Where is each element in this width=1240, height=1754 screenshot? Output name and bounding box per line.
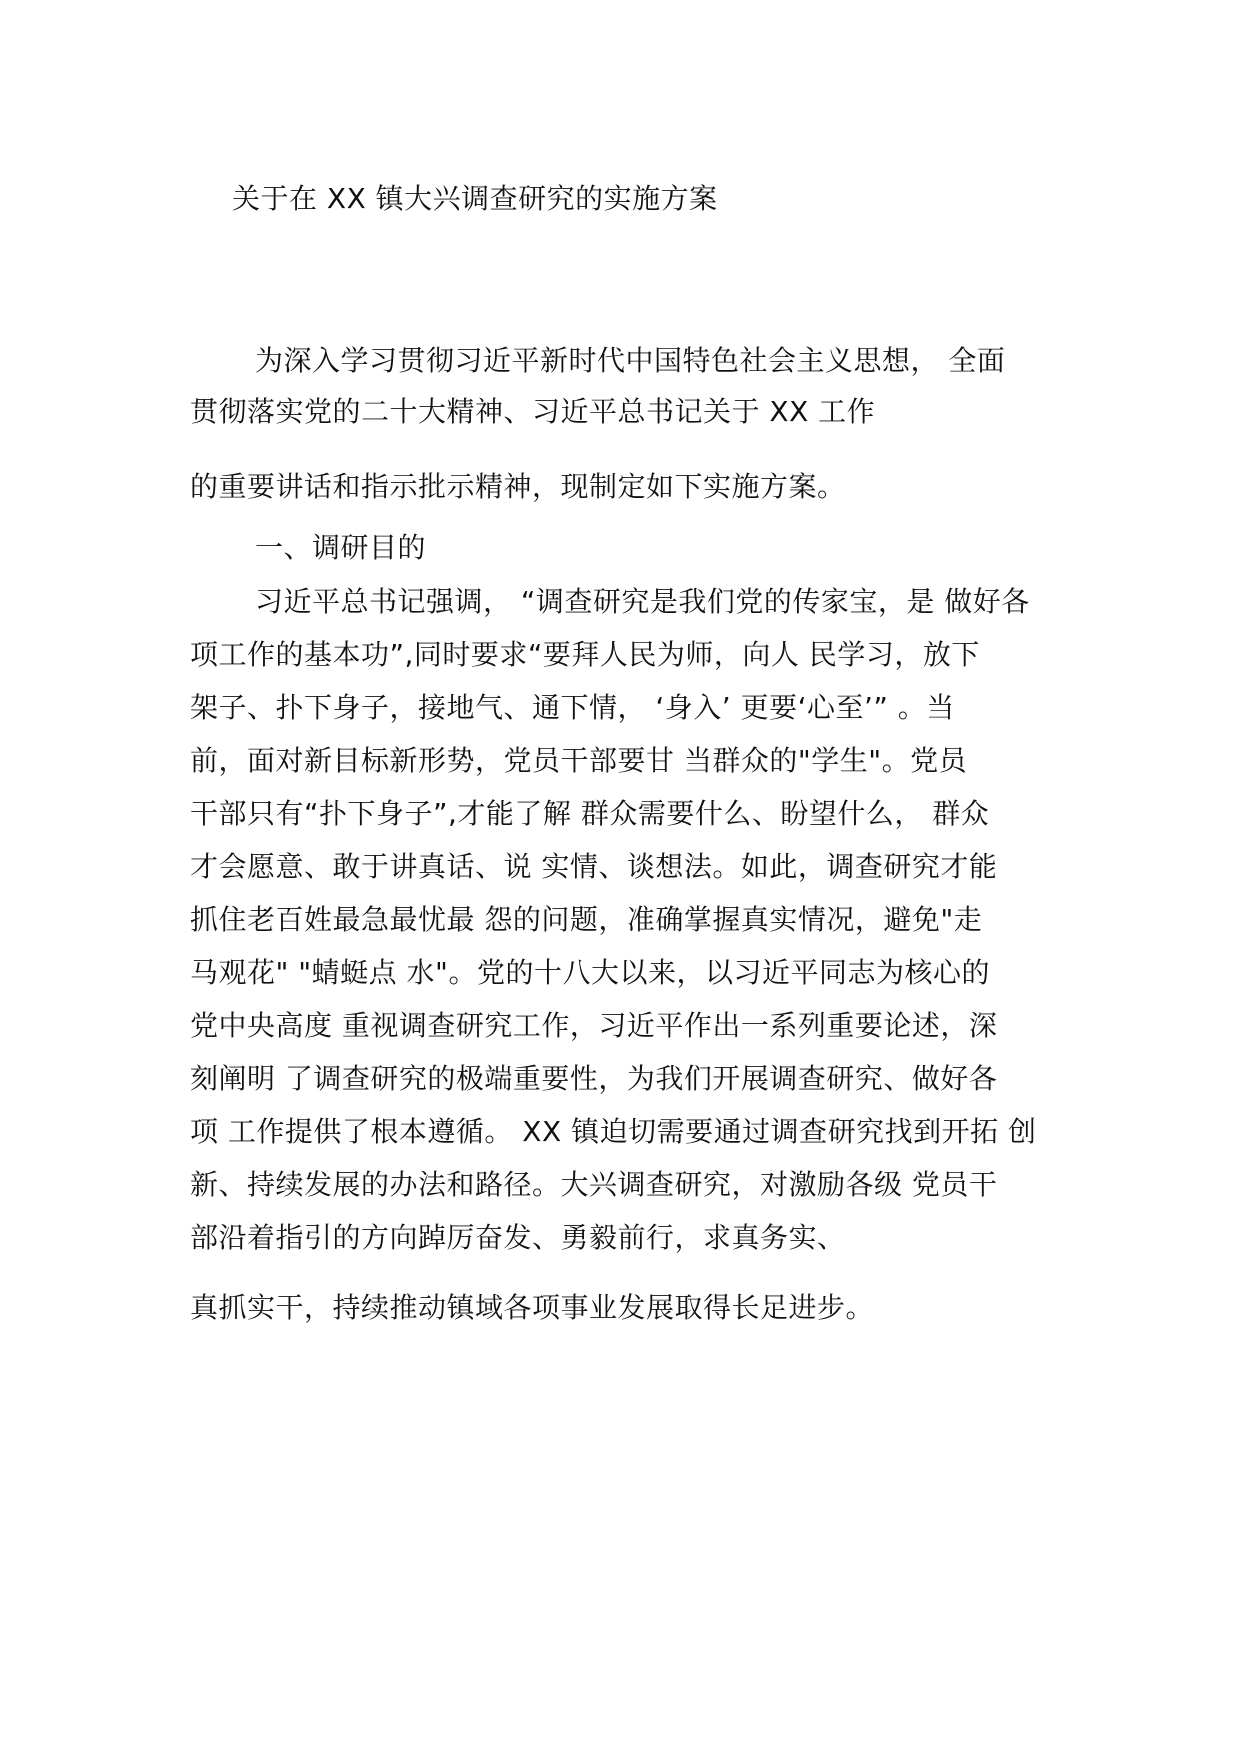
paragraph-line: 习近平总书记强调， “调查研究是我们党的传家宝，是 做好各 bbox=[255, 585, 1030, 618]
paragraph-line: 部沿着指引的方向踔厉奋发、勇毅前行，求真务实、 bbox=[190, 1221, 846, 1254]
paragraph-line: 前，面对新目标新形势，党员干部要甘 当群众的"学生"。党员 bbox=[190, 744, 968, 777]
paragraph-line: 才会愿意、敢于讲真话、说 实情、谈想法。如此，调查研究才能 bbox=[190, 850, 998, 883]
paragraph-line: 项 工作提供了根本遵循。 XX 镇迫切需要通过调查研究找到开拓 创 bbox=[190, 1115, 1037, 1148]
section-heading: 一、调研目的 bbox=[255, 531, 427, 564]
document-title: 关于在 XX 镇大兴调查研究的实施方案 bbox=[232, 182, 718, 215]
paragraph-line: 新、持续发展的办法和路径。大兴调查研究，对激励各级 党员干 bbox=[190, 1168, 998, 1201]
paragraph-line: 为深入学习贯彻习近平新时代中国特色社会主义思想， 全面 bbox=[255, 344, 1006, 377]
paragraph-line: 架子、扑下身子，接地气、通下情， ‘身入’ 更要‘心至’” 。当 bbox=[190, 691, 955, 724]
paragraph-line: 真抓实干，持续推动镇域各项事业发展取得长足进步。 bbox=[190, 1291, 875, 1324]
paragraph-line: 干部只有“扑下身子”,才能了解 群众需要什么、盼望什么， 群众 bbox=[190, 797, 990, 830]
paragraph-line: 刻阐明 了调查研究的极端重要性，为我们开展调查研究、做好各 bbox=[190, 1062, 998, 1095]
paragraph-line: 马观花" "蜻蜓点 水"。党的十八大以来，以习近平同志为核心的 bbox=[190, 956, 990, 989]
paragraph-line: 项工作的基本功”,同时要求“要拜人民为师，向人 民学习，放下 bbox=[190, 638, 980, 671]
paragraph-line: 抓住老百姓最急最忧最 怨的问题，准确掌握真实情况，避免"走 bbox=[190, 903, 983, 936]
paragraph-line: 贯彻落实党的二十大精神、习近平总书记关于 XX 工作 bbox=[190, 395, 876, 428]
paragraph-line: 党中央高度 重视调查研究工作，习近平作出一系列重要论述，深 bbox=[190, 1009, 998, 1042]
paragraph-line: 的重要讲话和指示批示精神，现制定如下实施方案。 bbox=[190, 470, 846, 503]
